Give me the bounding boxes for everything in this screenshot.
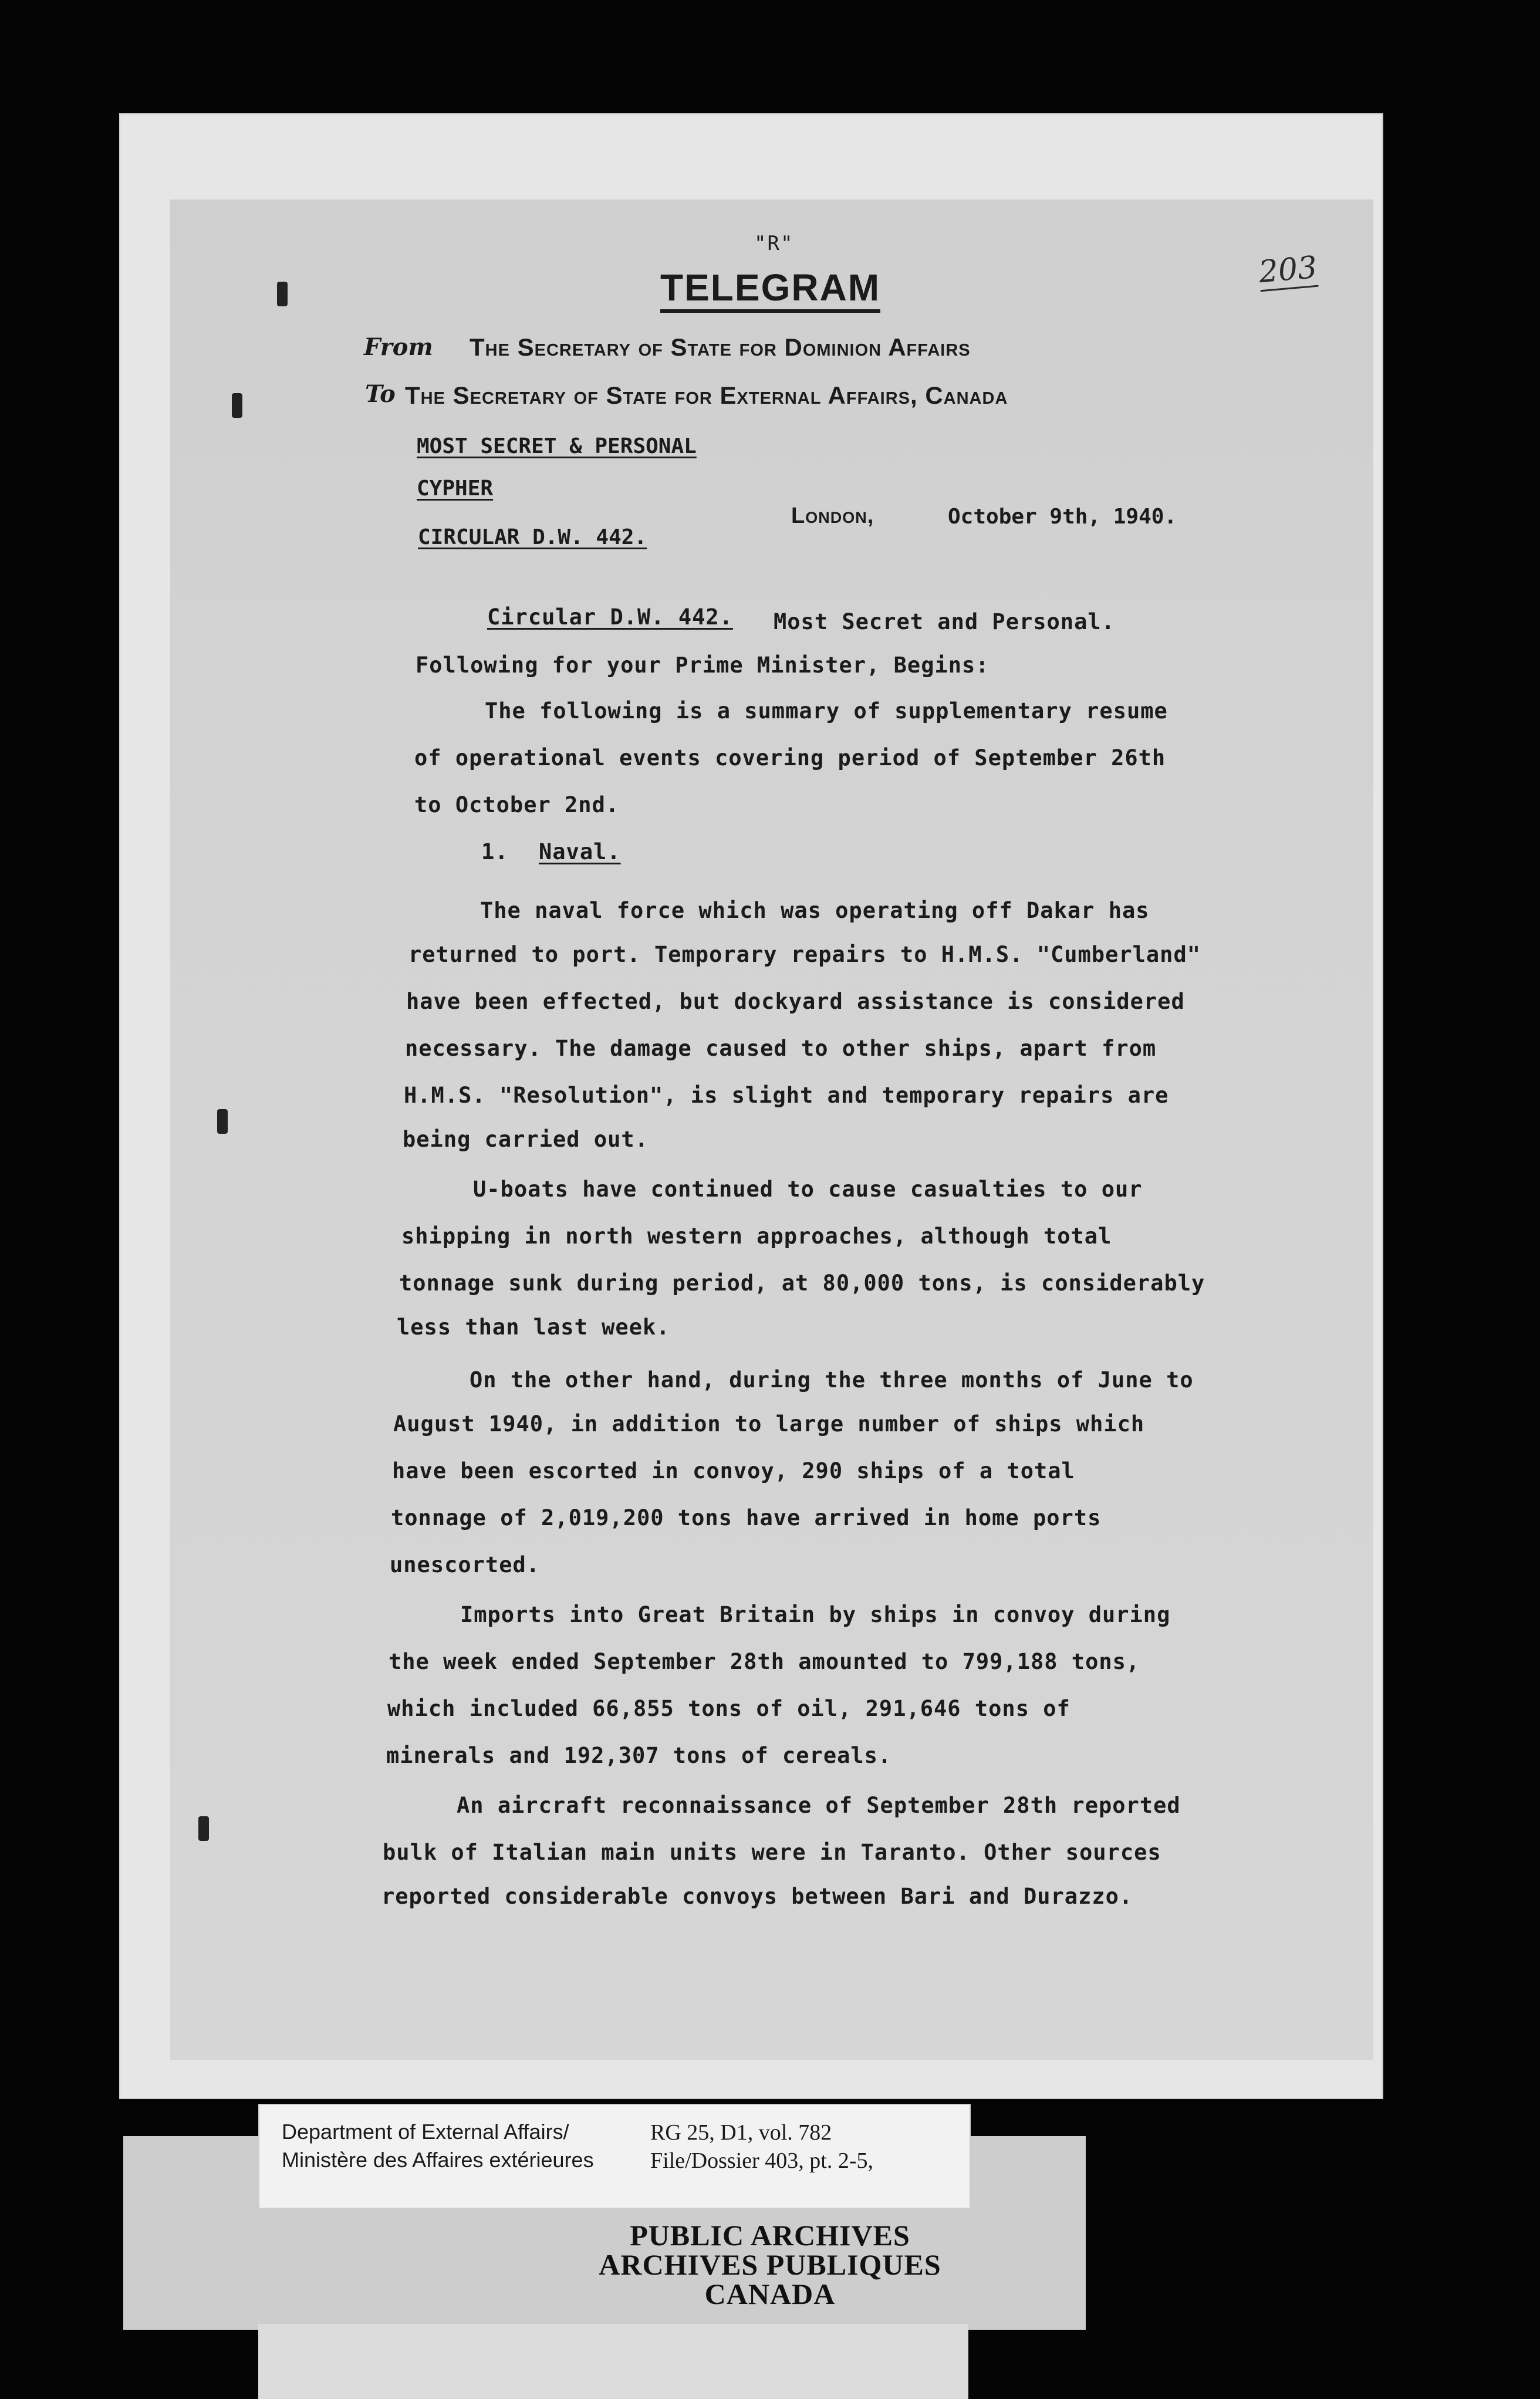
telegram-paper (170, 200, 1373, 2060)
body-line: U-boats have continued to cause casualties to our (473, 1177, 1143, 1202)
body-line: minerals and 192,307 tons of cereals. (386, 1743, 892, 1768)
body-line: August 1940, in addition to large number of ships which (393, 1411, 1145, 1437)
archives-stamp-line-3: CANADA (704, 2278, 836, 2310)
r-mark: "R" (754, 232, 794, 255)
body-line: An aircraft reconnaissance of September 28th reported (457, 1793, 1181, 1818)
to-label: To (365, 380, 396, 408)
punch-hole (232, 393, 242, 418)
punch-hole (277, 282, 288, 306)
archives-stamp-line-1: PUBLIC ARCHIVES (630, 2219, 910, 2252)
punch-hole (217, 1109, 228, 1134)
body-line: returned to port. Temporary repairs to H.M.S. "Cumberland" (408, 942, 1201, 967)
body-line: have been escorted in convoy, 290 ships of a total (392, 1458, 1075, 1484)
body-line: H.M.S. "Resolution", is slight and temporary repairs are (404, 1083, 1169, 1108)
date: October 9th, 1940. (948, 505, 1177, 529)
body-line: tonnage of 2,019,200 tons have arrived in home ports (391, 1505, 1102, 1530)
transmission-method: CYPHER (417, 477, 494, 501)
body-line: On the other hand, during the three months of June to (470, 1367, 1194, 1393)
body-line: Most Secret and Personal. (774, 609, 1115, 634)
section-heading: Naval. (539, 839, 621, 864)
page-title: TELEGRAM (660, 267, 880, 313)
body-line: necessary. The damage caused to other ships, apart from (405, 1036, 1157, 1061)
body-line: Following for your Prime Minister, Begins: (416, 653, 989, 678)
from-value: The Secretary of State for Dominion Affairs (470, 333, 971, 361)
body-line: the week ended September 28th amounted to 799,188 tons, (389, 1649, 1140, 1674)
record-group: RG 25, D1, vol. 782 (650, 2120, 832, 2145)
body-line: Imports into Great Britain by ships in convoy during (460, 1602, 1171, 1627)
body-line: shipping in north western approaches, although total (401, 1224, 1112, 1249)
body-line: The naval force which was operating off Dakar has (480, 898, 1150, 923)
file-reference: File/Dossier 403, pt. 2-5, (650, 2148, 873, 2173)
body-line: reported considerable convoys between Bari and Durazzo. (381, 1884, 1133, 1909)
to-value: The Secretary of State for External Affairs, Canada (405, 381, 1008, 409)
classification: MOST SECRET & PERSONAL (417, 434, 697, 458)
body-line: of operational events covering period of September 26th (414, 745, 1166, 771)
body-line: being carried out. (403, 1127, 649, 1152)
department-fr: Ministère des Affaires extérieures (282, 2148, 594, 2172)
archive-strip-lower (258, 2324, 968, 2399)
body-line: The following is a summary of supplementary resume (485, 698, 1168, 724)
body-line: unescorted. (390, 1552, 541, 1577)
section-number: 1. (481, 839, 509, 864)
body-line: which included 66,855 tons of oil, 291,646 tons of (387, 1696, 1070, 1721)
folio-number: 203 (1257, 250, 1318, 292)
circular-heading: Circular D.W. 442. (487, 604, 733, 630)
department-en: Department of External Affairs/ (282, 2120, 569, 2144)
punch-hole (198, 1816, 209, 1841)
body-line: have been effected, but dockyard assistance is considered (406, 989, 1185, 1014)
archives-stamp-line-2: ARCHIVES PUBLIQUES (599, 2248, 941, 2281)
body-line: less than last week. (397, 1315, 670, 1340)
body-line: to October 2nd. (414, 792, 620, 817)
circular-reference: CIRCULAR D.W. 442. (418, 525, 647, 549)
body-line: bulk of Italian main units were in Taranto. Other sources (383, 1840, 1161, 1865)
body-line: tonnage sunk during period, at 80,000 tons, is considerably (399, 1271, 1205, 1296)
from-label: From (364, 333, 433, 361)
place: London, (791, 504, 874, 528)
